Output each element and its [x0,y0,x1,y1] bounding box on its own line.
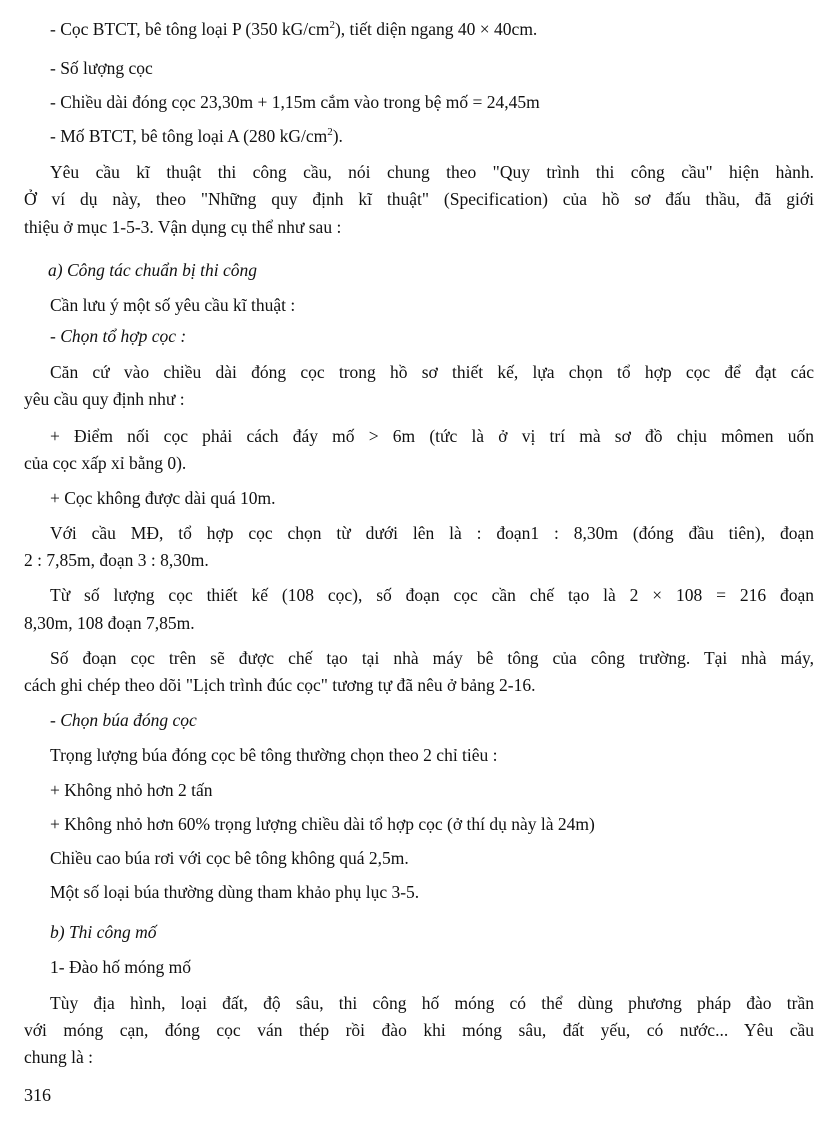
paragraph-factory-line-1: Số đoạn cọc trên sẽ được chế tạo tại nhà máy bê tông của công trường. Tại nhà máy, [50,648,814,668]
paragraph-segment-count-line-1: Từ số lượng cọc thiết kế (108 cọc), số đoạn cọc cần chế tạo là 2 × 108 = 216 đoạn [50,585,814,605]
paragraph-pile-combination-line-1: Căn cứ vào chiều dài đóng cọc trong hồ sơ thiết kế, lựa chọn tổ hợp cọc để đạt các [50,362,814,382]
spec-line-abutment: - Mố BTCT, bê tông loại A (280 $kG/cm^2$). [50,126,343,146]
spec-line-pile-length: - Chiều dài đóng cọc 23,30m + 1,15m cắm vào trong bệ mố = 24,45m [50,92,540,112]
page-number: 316 [24,1085,51,1105]
rule-max-length: + Cọc không được dài quá 10m. [50,488,276,508]
hammer-criterion-1: + Không nhỏ hơn 2 tấn [50,780,213,800]
spec-line-pile-count: - Số lượng cọc [50,58,153,78]
paragraph-segments-line-1: Với cầu MĐ, tổ hợp cọc chọn từ dưới lên là : đoạn1 : 8,30m (đóng đầu tiên), đoạn [50,523,814,543]
subheading-hammer: - Chọn búa đóng cọc [50,710,197,730]
section-heading-b: b) Thi công mố [50,922,157,942]
paragraph-excavation-line-2: với móng cạn, đóng cọc ván thép rồi đào khi móng sâu, đất yếu, có nước... Yêu cầu [24,1020,814,1040]
paragraph-requirements-line-3: thiệu ở mục 1-5-3. Vận dụng cụ thể như sau : [24,217,342,237]
paragraph-requirements-line-1: Yêu cầu kĩ thuật thi công cầu, nói chung theo "Quy trình thi công cầu" hiện hành. [50,162,814,182]
paragraph-segment-count-line-2: 8,30m, 108 đoạn 7,85m. [24,613,195,633]
note-intro: Cần lưu ý một số yêu cầu kĩ thuật : [50,295,296,315]
paragraph-pile-combination-line-2: yêu cầu quy định như : [24,389,185,409]
paragraph-segments-line-2: 2 : 7,85m, đoạn 3 : 8,30m. [24,550,209,570]
section-heading-a: a) Công tác chuẩn bị thi công [48,260,258,280]
spec-line-pile-concrete: - Cọc BTCT, bê tông loại P (350 $kG/cm^2$), tiết diện ngang 40 × 40cm. [50,19,538,39]
hammer-reference: Một số loại búa thường dùng tham khảo phụ lục 3-5. [50,882,420,902]
hammer-criterion-2: + Không nhỏ hơn 60% trọng lượng chiều dài tổ hợp cọc (ở thí dụ này là 24m) [50,814,595,834]
subheading-pile-combination: - Chọn tổ hợp cọc : [50,326,187,346]
hammer-criteria-intro: Trọng lượng búa đóng cọc bê tông thường chọn theo 2 chỉ tiêu : [50,745,498,765]
paragraph-excavation-line-3: chung là : [24,1047,94,1067]
paragraph-requirements-line-2: Ở ví dụ này, theo "Những quy định kĩ thuật" (Specification) của hồ sơ đấu thầu, đã giới [24,189,814,209]
hammer-drop-height: Chiều cao búa rơi với cọc bê tông không quá 2,5m. [50,848,409,868]
rule-joint-distance-line-2: của cọc xấp xỉ bằng 0). [24,453,187,473]
paragraph-excavation-line-1: Tùy địa hình, loại đất, độ sâu, thi công hố móng có thể dùng phương pháp đào trần [50,993,814,1013]
rule-joint-distance-line-1: + Điểm nối cọc phải cách đáy mố > 6m (tức là ở vị trí mà sơ đồ chịu mômen uốn [50,426,814,446]
step-1-heading: 1- Đào hố móng mố [50,957,191,977]
paragraph-factory-line-2: cách ghi chép theo dõi "Lịch trình đúc cọc" tương tự đã nêu ở bảng 2-16. [24,675,536,695]
